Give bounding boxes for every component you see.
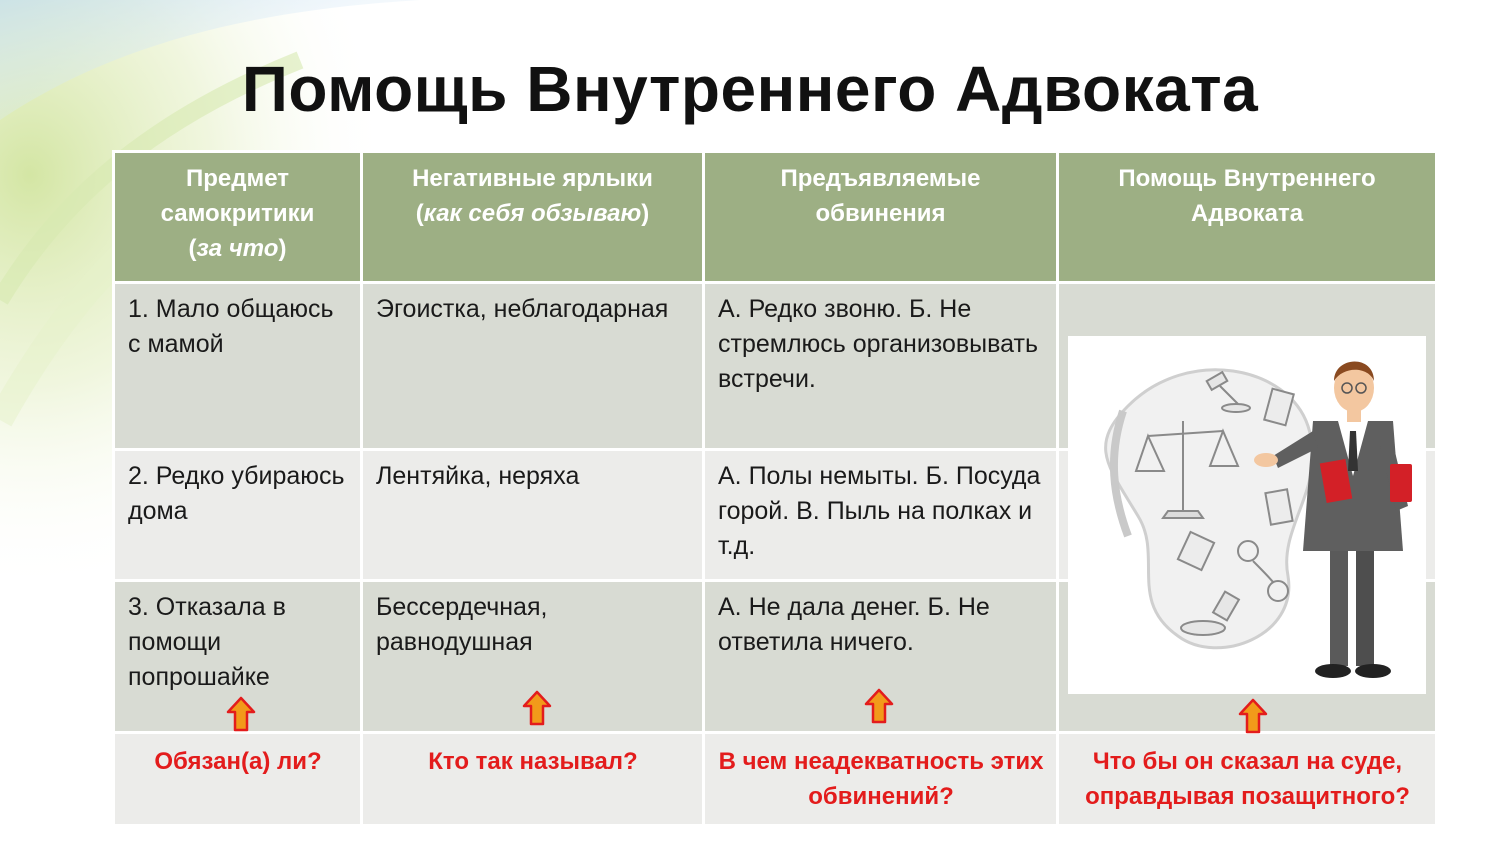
up-arrow-icon	[864, 688, 894, 724]
cell-accusations: А. Не дала денег. Б. Не ответила ничего.	[704, 581, 1058, 733]
lawyer-illustration	[1068, 336, 1426, 694]
question-court-defense: Что бы он сказал на суде, оправдывая позащитного?	[1058, 733, 1437, 826]
cell-labels: Бессердечная, равнодушная	[362, 581, 704, 733]
cell-subject: 3. Отказала в помощи попрошайке	[114, 581, 362, 733]
header-subject: Предмет самокритики (за что)	[114, 152, 362, 283]
cell-labels: Лентяйка, неряха	[362, 450, 704, 581]
page-title: Помощь Внутреннего Адвоката	[241, 53, 1259, 125]
header-accusations: Предъявляемые обвинения	[704, 152, 1058, 283]
cell-labels: Эгоистка, неблагодарная	[362, 283, 704, 450]
cell-accusations: А. Полы немыты. Б. Посуда горой. В. Пыль на полках и т.д.	[704, 450, 1058, 581]
up-arrow-icon	[522, 690, 552, 726]
question-who-called: Кто так называл?	[362, 733, 704, 826]
cell-subject: 2. Редко убираюсь дома	[114, 450, 362, 581]
table-header-row	[114, 152, 1437, 283]
header-inner-advocate: Помощь Внутреннего Адвоката	[1058, 152, 1437, 283]
up-arrow-icon	[226, 696, 256, 732]
questions-row	[114, 733, 1437, 826]
question-inadequacy: В чем неадекватность этих обвинений?	[704, 733, 1058, 826]
up-arrow-icon	[1238, 698, 1268, 734]
question-obliged: Обязан(а) ли?	[114, 733, 362, 826]
header-negative-labels: Негативные ярлыки (как себя обзываю)	[362, 152, 704, 283]
cell-subject: 1. Мало общаюсь с мамой	[114, 283, 362, 450]
cell-accusations: А. Редко звоню. Б. Не стремлюсь организовывать встречи.	[704, 283, 1058, 450]
